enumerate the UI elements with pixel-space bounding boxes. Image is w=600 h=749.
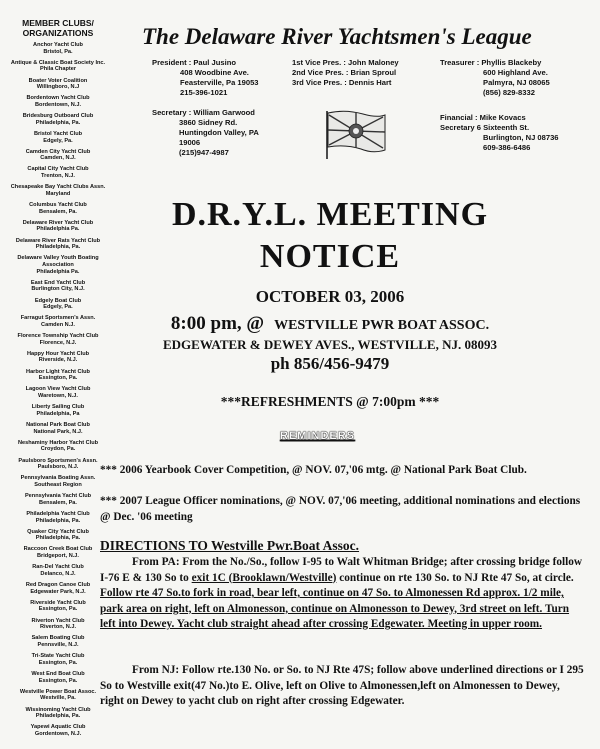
club-location: Willingboro, N.J: [36, 84, 80, 91]
officer-line: Secretary 6 Sixteenth St.: [440, 123, 530, 132]
club-name: Boater Voter Coalition: [28, 77, 88, 84]
treasurer-block: [440, 58, 550, 98]
directions-text: continue on rte 130 So. to NJ Rte 47 So, at circle.: [336, 571, 574, 584]
club-name: Lagoon View Yacht Club: [25, 386, 91, 393]
officer-line: 3860 Sidney Rd.: [179, 118, 238, 127]
club-name: Salem Boating Club: [31, 635, 85, 642]
officer-line: 600 Highland Ave.: [483, 68, 548, 77]
club-location: Croydon, Pa.: [40, 446, 76, 453]
club-name: Columbus Yacht Club: [29, 202, 87, 209]
meeting-address: EDGEWATER & DEWEY AVES., WESTVILLE, NJ. 08093: [163, 337, 497, 352]
officer-line: Treasurer : Phyllis Blackeby: [440, 58, 542, 67]
club-name: Delaware River Rats Yacht Club: [15, 237, 101, 244]
officer-line: (856) 829-8332: [483, 88, 535, 97]
club-name: Bridesburg Outboard Club: [22, 113, 94, 120]
club-location: Bridgeport, N.J.: [37, 553, 79, 560]
club-name: Neshaminy Harbor Yacht Club: [17, 439, 99, 446]
club-location: Camden, N.J.: [40, 155, 76, 162]
club-entry: [4, 653, 112, 666]
club-location: Bensalem, Pa.: [39, 499, 77, 506]
meeting-phone: ph 856/456-9479: [270, 354, 390, 373]
club-location: Waretown, N.J.: [38, 393, 78, 400]
club-entry: [4, 689, 112, 702]
notice-heading: NOTICE: [259, 238, 401, 275]
club-entry: [4, 707, 112, 720]
club-location: Edgewater Park, N.J.: [30, 588, 86, 595]
club-entry: [4, 95, 112, 108]
club-location: Essington, Pa.: [38, 677, 78, 684]
club-entry: [4, 724, 112, 737]
club-entry: [4, 529, 112, 542]
club-location: Pennsville, N.J.: [37, 641, 79, 648]
club-entry: [4, 458, 112, 471]
officer-line: Huntingdon Valley, PA: [179, 128, 259, 137]
meeting-date: OCTOBER 03, 2006: [255, 287, 405, 306]
league-title: The Delaware River Yachtsmen's League: [142, 24, 532, 49]
club-name: Raccoon Creek Boat Club: [23, 546, 93, 553]
officer-line: 215-396-1021: [180, 88, 228, 97]
club-location: Philadelphia, Pa.: [35, 535, 81, 542]
club-name: West End Boat Club: [31, 670, 85, 677]
club-location: Trenton, N.J.: [41, 173, 75, 180]
club-name: Bristol Yacht Club: [33, 130, 83, 137]
officer-line: Feasterville, Pa 19053: [180, 78, 259, 87]
club-location: Gordentown, N.J.: [34, 730, 82, 737]
league-flag-icon: [323, 108, 389, 160]
club-name: Happy Hour Yacht Club: [26, 350, 90, 357]
club-location: Southeast Region: [34, 481, 82, 488]
club-entry: [4, 42, 112, 55]
club-location: Camden N.J.: [41, 321, 75, 328]
club-location: Philadelphia Pa.: [36, 226, 80, 233]
member-clubs-heading: [4, 18, 112, 38]
club-location: Bordentown, N.J.: [35, 101, 81, 108]
officer-line: 609-386-6486: [483, 143, 531, 152]
club-name: Red Dragon Canoe Club: [25, 582, 91, 589]
club-name: Chesapeake Bay Yacht Clubs Assn.: [10, 184, 106, 191]
club-name: Delaware Valley Youth Boating Association: [17, 255, 99, 268]
club-location: Philadelphia, Pa.: [35, 119, 81, 126]
secretary-block: [152, 108, 259, 158]
club-entry: [4, 635, 112, 648]
club-entry: [4, 564, 112, 577]
heading-line: ORGANIZATIONS: [22, 28, 94, 38]
club-name: Riverton Yacht Club: [31, 617, 85, 624]
vice-presidents-block: [292, 58, 399, 88]
club-entry: [4, 440, 112, 453]
club-name: Philadelphia Yacht Club: [26, 510, 90, 517]
club-location: Bensalem, Pa.: [39, 208, 77, 215]
club-entry: [4, 618, 112, 631]
club-name: Anchor Yacht Club: [33, 42, 83, 48]
meeting-place: WESTVILLE PWR BOAT ASSOC.: [274, 318, 490, 333]
club-location: Edgely, Pa.: [43, 137, 73, 144]
club-location: Paulsboro, N.J.: [37, 464, 79, 471]
directions-text-underlined: Follow rte 47 So.to fork in road, bear left, continue on 47 So. to Almonessen Rd approx. 1/2 mile, park area on right, left on Almonesson, continue on Almonesson to Dewey, 3rd street on left. Turn left into Dewey. Yacht club straight ahead after crossing Edgewater. Meeting in upper room.: [100, 587, 570, 630]
officer-line: Palmyra, NJ 08065: [483, 78, 550, 87]
meeting-time: 8:00 pm, @: [170, 313, 265, 334]
club-location: National Park, N.J.: [33, 428, 83, 435]
officer-line: 19006: [179, 138, 201, 147]
club-name: Capital City Yacht Club: [27, 166, 89, 173]
club-location: Bristol, Pa.: [43, 48, 73, 55]
club-name: Delaware River Yacht Club: [22, 219, 94, 226]
club-entry: [4, 493, 112, 506]
club-name: Farragut Sportsmen's Assn.: [20, 315, 96, 322]
club-name: Florence Township Yacht Club: [17, 333, 99, 340]
club-location: Essington, Pa.: [38, 375, 78, 382]
club-location: Essington, Pa.: [38, 659, 78, 666]
directions-from-nj: From NJ: Follow rte.130 No. or So. to NJ Rte 47S; follow above underlined directions or I 295 So to Westville exit(47 No.)to E. Olive, left on Olive to Almonessen,left on Almonessen to Dewey, right on Dewey to yacht club on right after crossing Edgewater.: [100, 664, 584, 707]
club-name: Wissinoming Yacht Club: [25, 706, 91, 713]
officer-line: President : Paul Jusino: [152, 58, 236, 67]
directions-text: From PA: From the No./So., follow I-95 to Walt Whitman Bridge; after crossing bridge follow I-76 E & 130 So to: [100, 556, 583, 584]
club-location: Philadelphia, Pa.: [35, 517, 81, 524]
officer-line: Burlington, NJ 08736: [483, 133, 559, 142]
club-entry: [4, 166, 112, 179]
club-location: Riverside, N.J.: [38, 357, 78, 364]
club-location: Philadelphia, Pa.: [35, 244, 81, 251]
club-location: Essington, Pa.: [38, 606, 78, 613]
club-location: Burlington City, N.J.: [31, 286, 85, 293]
club-entry: [4, 582, 112, 595]
club-location: Philadelphia Pa.: [36, 268, 80, 275]
club-list: [4, 42, 112, 737]
club-entry: [4, 113, 112, 126]
club-entry: [4, 475, 112, 488]
reminders-heading: REMINDERS: [280, 430, 356, 442]
heading-line: MEMBER CLUBS/: [22, 18, 94, 28]
club-name: Yapewi Aquatic Club: [30, 724, 86, 731]
club-name: Pennsylvania Boating Assn.: [20, 475, 96, 482]
officer-line: 3rd Vice Pres. : Dennis Hart: [292, 78, 392, 87]
club-name: National Park Boat Club: [26, 422, 90, 428]
club-entry: [4, 511, 112, 524]
club-location: Maryland: [45, 190, 71, 197]
club-name: East End Yacht Club: [30, 279, 86, 286]
club-entry: [4, 546, 112, 559]
club-entry: [4, 149, 112, 162]
refreshments-line: ***REFRESHMENTS @ 7:00pm ***: [220, 394, 440, 409]
club-name: Ran-Del Yacht Club: [32, 564, 84, 571]
club-name: Liberty Sailing Club: [31, 404, 85, 411]
club-location: Florence, N.J.: [39, 339, 77, 346]
club-name: Camden City Yacht Club: [25, 148, 91, 155]
club-entry: [4, 671, 112, 684]
president-block: [152, 58, 259, 98]
officer-line: Financial : Mike Kovacs: [440, 113, 526, 122]
financial-secretary-block: [440, 113, 559, 153]
club-location: Westville, Pa.: [40, 695, 76, 702]
club-entry: [4, 60, 112, 73]
officer-line: Secretary : William Garwood: [152, 108, 255, 117]
officer-line: (215)947-4987: [179, 148, 229, 157]
club-name: Bordentown Yacht Club: [26, 95, 90, 102]
club-location: Philadelphia, Pa: [36, 410, 80, 417]
club-entry: [4, 131, 112, 144]
directions-text-underlined: exit 1C (Brooklawn/Westville): [191, 571, 337, 584]
club-entry: [4, 422, 112, 435]
reminder-item: *** 2007 League Officer nominations, @ NOV. 07,'06 meeting, additional nominations and elections @ Dec. '06 meeting: [100, 495, 581, 523]
club-name: Antique & Classic Boat Society Inc. Phila Chapter: [10, 59, 106, 73]
club-location: Delanco, N.J.: [40, 570, 76, 577]
member-clubs-sidebar: [4, 18, 112, 742]
officer-line: 2nd Vice Pres. : Brian Sproul: [292, 68, 397, 77]
club-name: Riverside Yacht Club: [30, 599, 86, 606]
directions-heading: DIRECTIONS TO Westville Pwr.Boat Assoc.: [100, 538, 360, 553]
club-location: Riverton, N.J.: [39, 624, 77, 631]
officer-line: 1st Vice Pres. : John Maloney: [292, 58, 399, 67]
club-location: Edgely, Pa.: [43, 304, 73, 311]
club-entry: [4, 600, 112, 613]
directions-from-pa: [100, 555, 586, 633]
club-name: Westville Power Boat Assoc.: [19, 688, 97, 695]
officer-line: 408 Woodbine Ave.: [180, 68, 249, 77]
club-name: Paulsboro Sportsmen's Assn.: [18, 457, 98, 464]
reminder-item: *** 2006 Yearbook Cover Competition, @ NOV. 07,'06 mtg. @ National Park Boat Club.: [100, 464, 527, 476]
meeting-time-place: [0, 313, 600, 335]
club-name: Harbor Light Yacht Club: [26, 368, 90, 375]
club-name: Tri-State Yacht Club: [31, 653, 85, 660]
club-name: Edgely Boat Club: [34, 297, 82, 304]
club-name: Quaker City Yacht Club: [27, 528, 89, 535]
club-location: Philadelphia, Pa.: [35, 713, 81, 720]
club-name: Pennsylvania Yacht Club: [24, 493, 92, 500]
club-entry: [4, 78, 112, 91]
meeting-heading: D.R.Y.L. MEETING: [171, 196, 489, 233]
